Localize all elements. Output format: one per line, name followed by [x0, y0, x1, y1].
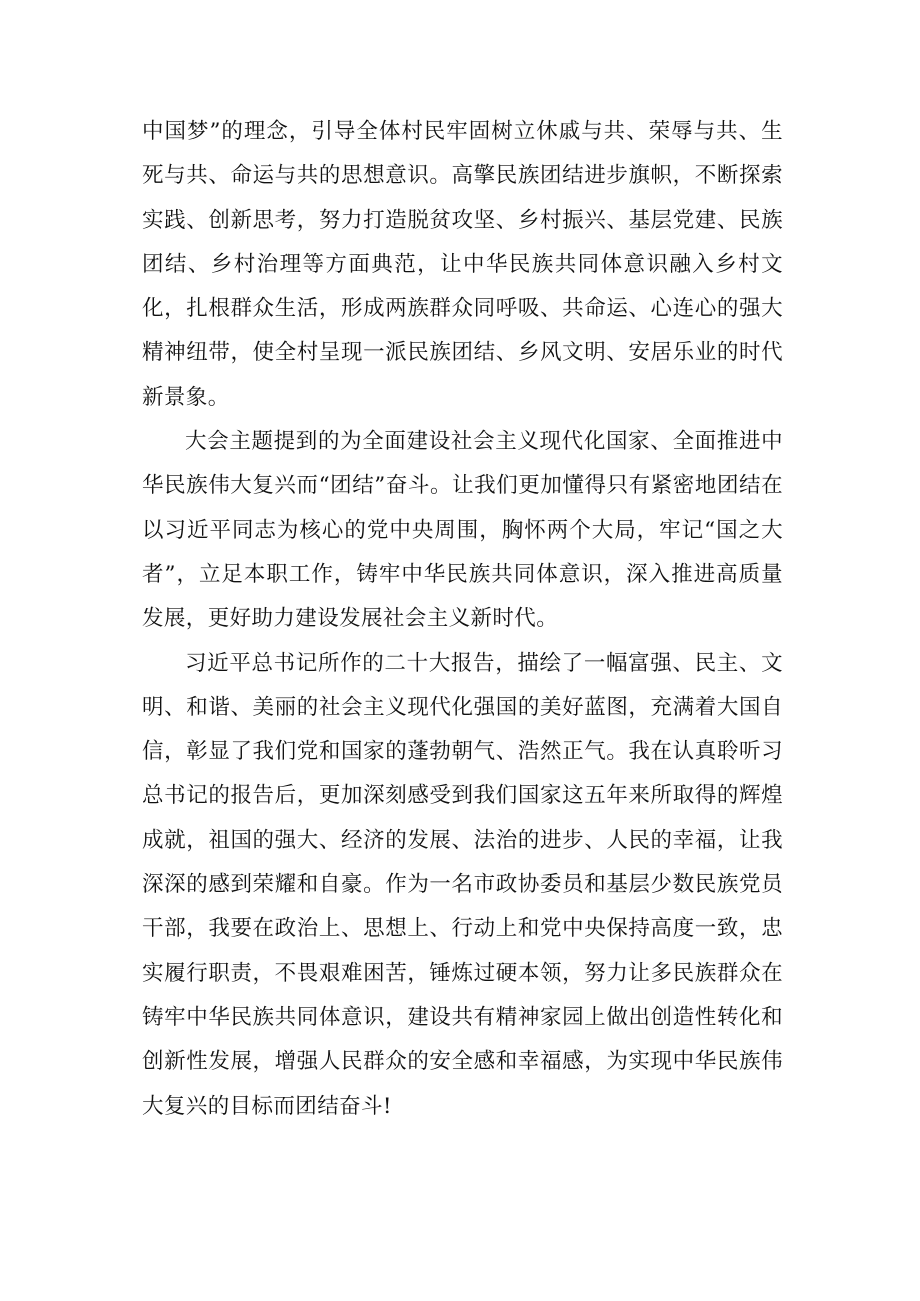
paragraph-3: 习近平总书记所作的二十大报告，描绘了一幅富强、民主、文明、和谐、美丽的社会主义现代化强国的美好蓝图，充满着大国自信，彰显了我们党和国家的蓬勃朝气、浩然正气。我在认真聆听习总书记的报告后，更加深刻感受到我们国家这五年来所取得的辉煌成就，祖国的强大、经济的发展、法治的进步、人民的幸福，让我深深的感到荣耀和自豪。作为一名市政协委员和基层少数民族党员干部，我要在政治上、思想上、行动上和党中央保持高度一致，忠实履行职责，不畏艰难困苦，锤炼过硬本领，努力让多民族群众在铸牢中华民族共同体意识，建设共有精神家园上做出创造性转化和创新性发展，增强人民群众的安全感和幸福感，为实现中华民族伟大复兴的目标而团结奋斗!: [142, 650, 783, 1119]
paragraph-2: 大会主题提到的为全面建设社会主义现代化国家、全面推进中华民族伟大复兴而“团结”奋斗。让我们更加懂得只有紧密地团结在以习近平同志为核心的党中央周围，胸怀两个大局，牢记“国之大者”，立足本职工作，铸牢中华民族共同体意识，深入推进高质量发展，更好助力建设发展社会主义新时代。: [142, 429, 783, 632]
paragraph-1: 中国梦”的理念，引导全体村民牢固树立休戚与共、荣辱与共、生死与共、命运与共的思想意识。高擎民族团结进步旗帜，不断探索实践、创新思考，努力打造脱贫攻坚、乡村振兴、基层党建、民族团结、乡村治理等方面典范，让中华民族共同体意识融入乡村文化，扎根群众生活，形成两族群众同呼吸、共命运、心连心的强大精神纽带，使全村呈现一派民族团结、乡风文明、安居乐业的时代新景象。: [142, 119, 783, 410]
document-page: [142, 110, 783, 1129]
